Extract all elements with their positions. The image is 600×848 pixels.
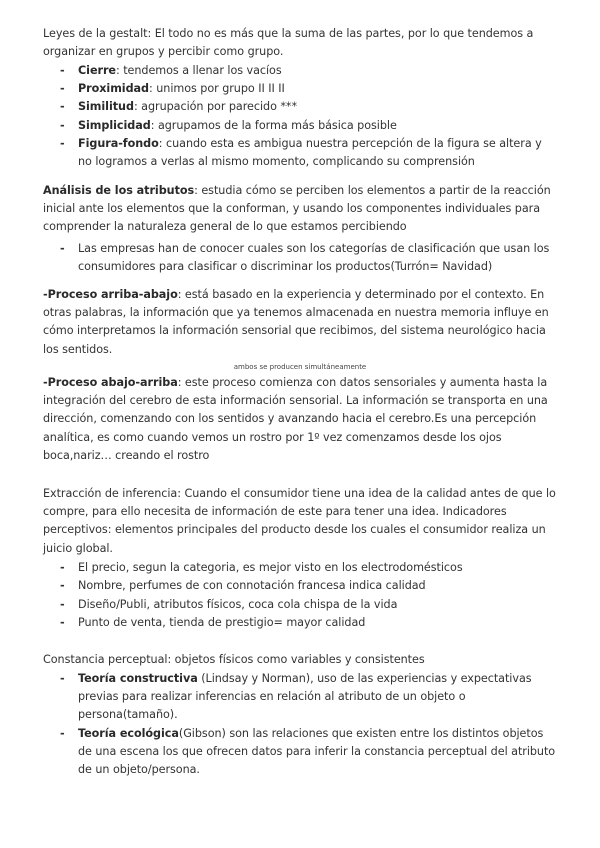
inferencia-item-precio xyxy=(60,559,556,577)
definition: : este proceso comienza con datos sensoriales y aumenta hasta la integración del cerebro de esta información sensorial. La información se transporta en una dirección, comenzando con los sentidos y avanzando hacia el cerebro.Es una percepción analítica, es como cuando vemos un rostro por 1º vez comenzamos desde los ojos boca,nariz… creando el rostro xyxy=(43,376,548,462)
bullet-dash: - xyxy=(60,137,65,150)
term: Teoría ecológica xyxy=(78,727,179,740)
term: Simplicidad xyxy=(78,119,151,132)
gestalt-intro: Leyes de la gestalt: El todo no es más que la suma de las partes, por lo que tendemos a organizar en grupos y percibir como grupo. xyxy=(43,27,534,59)
constancia-item-constructiva xyxy=(60,670,556,725)
inferencia-item-nombre xyxy=(60,577,556,595)
definition: : cuando esta es ambigua nuestra percepción de la figura se altera y no logramos a verlas al mismo momento, complicando su comprensión xyxy=(78,137,542,169)
bullet-dash: - xyxy=(60,242,65,255)
definition: (Gibson) son las relaciones que existen entre los distintos objetos de una escena los que ofrecen datos para inferir la constancia perceptual del atributo de un objeto/persona. xyxy=(78,727,556,777)
constancia-item-ecologica xyxy=(60,725,556,780)
definition: : está basado en la experiencia y determinado por el contexto. En otras palabras, la información que ya tenemos almacenada en nuestra memoria influye en cómo interpretamos la información sensorial que recibimos, del sistema neurológico hacia los sentidos. xyxy=(43,288,549,356)
atributos-item xyxy=(60,240,556,276)
definition: : estudia cómo se perciben los elementos a partir de la reacción inicial ante los elementos que la conforman, y usando los componentes individuales para comprender la naturaleza general de lo que estamos percibiendo xyxy=(43,184,551,234)
gestalt-item-cierre xyxy=(60,62,556,80)
term: -Proceso arriba-abajo xyxy=(43,288,178,301)
gestalt-item-similitud xyxy=(60,98,556,116)
bullet-dash: - xyxy=(60,598,65,611)
inferencia-item-punto-venta xyxy=(60,614,556,632)
bullet-dash: - xyxy=(60,100,65,113)
term: -Proceso abajo-arriba xyxy=(43,376,178,389)
arriba-abajo-paragraph xyxy=(43,286,558,359)
atributos-paragraph xyxy=(43,182,558,237)
definition: : tendemos a llenar los vacíos xyxy=(115,64,282,77)
bullet-dash: - xyxy=(60,82,65,95)
item-text: Diseño/Publi, atributos físicos, coca cola chispa de la vida xyxy=(78,598,398,611)
annotation-note: ambos se producen simultáneamente xyxy=(233,363,367,371)
bullet-dash: - xyxy=(60,579,65,592)
bullet-dash: - xyxy=(60,561,65,574)
term: Proximidad xyxy=(78,82,150,95)
term: Similitud xyxy=(78,100,134,113)
definition: : agrupamos de la forma más básica posible xyxy=(150,119,397,132)
constancia-intro: Constancia perceptual: objetos físicos como variables y consistentes xyxy=(43,653,425,666)
bullet-dash: - xyxy=(60,119,65,132)
gestalt-item-simplicidad xyxy=(60,117,556,135)
definition: (Lindsay y Norman), uso de las experiencias y expectativas previas para realizar inferencias en relación al atributo de un objeto o persona(tamaño). xyxy=(78,672,532,722)
bullet-dash: - xyxy=(60,616,65,629)
item-text: Las empresas han de conocer cuales son los categorías de clasificación que usan los consumidores para clasificar o discriminar los productos(Turrón= Navidad) xyxy=(78,242,550,274)
inferencia-item-diseno xyxy=(60,596,556,614)
definition: : unimos por grupo II II II xyxy=(149,82,285,95)
gestalt-item-proximidad xyxy=(60,80,556,98)
inferencia-paragraph: Extracción de inferencia: Cuando el consumidor tiene una idea de la calidad antes de que lo compre, para ello necesita de información de este para tener una idea. Indicadores perceptivos: elementos principales del producto desde los cuales el consumidor realiza un juicio global. xyxy=(43,487,556,555)
gestalt-item-figura-fondo xyxy=(60,135,556,171)
item-text: Punto de venta, tienda de prestigio= mayor calidad xyxy=(78,616,366,629)
definition: : agrupación por parecido *** xyxy=(133,100,298,113)
term: Figura-fondo xyxy=(78,137,159,150)
term: Cierre xyxy=(78,64,116,77)
bullet-dash: - xyxy=(60,727,65,740)
bullet-dash: - xyxy=(60,672,65,685)
item-text: El precio, segun la categoria, es mejor visto en los electrodomésticos xyxy=(78,561,463,574)
item-text: Nombre, perfumes de con connotación francesa indica calidad xyxy=(78,579,426,592)
term: Teoría constructiva xyxy=(78,672,198,685)
term: Análisis de los atributos xyxy=(43,184,195,197)
abajo-arriba-paragraph xyxy=(43,374,558,465)
bullet-dash: - xyxy=(60,64,65,77)
